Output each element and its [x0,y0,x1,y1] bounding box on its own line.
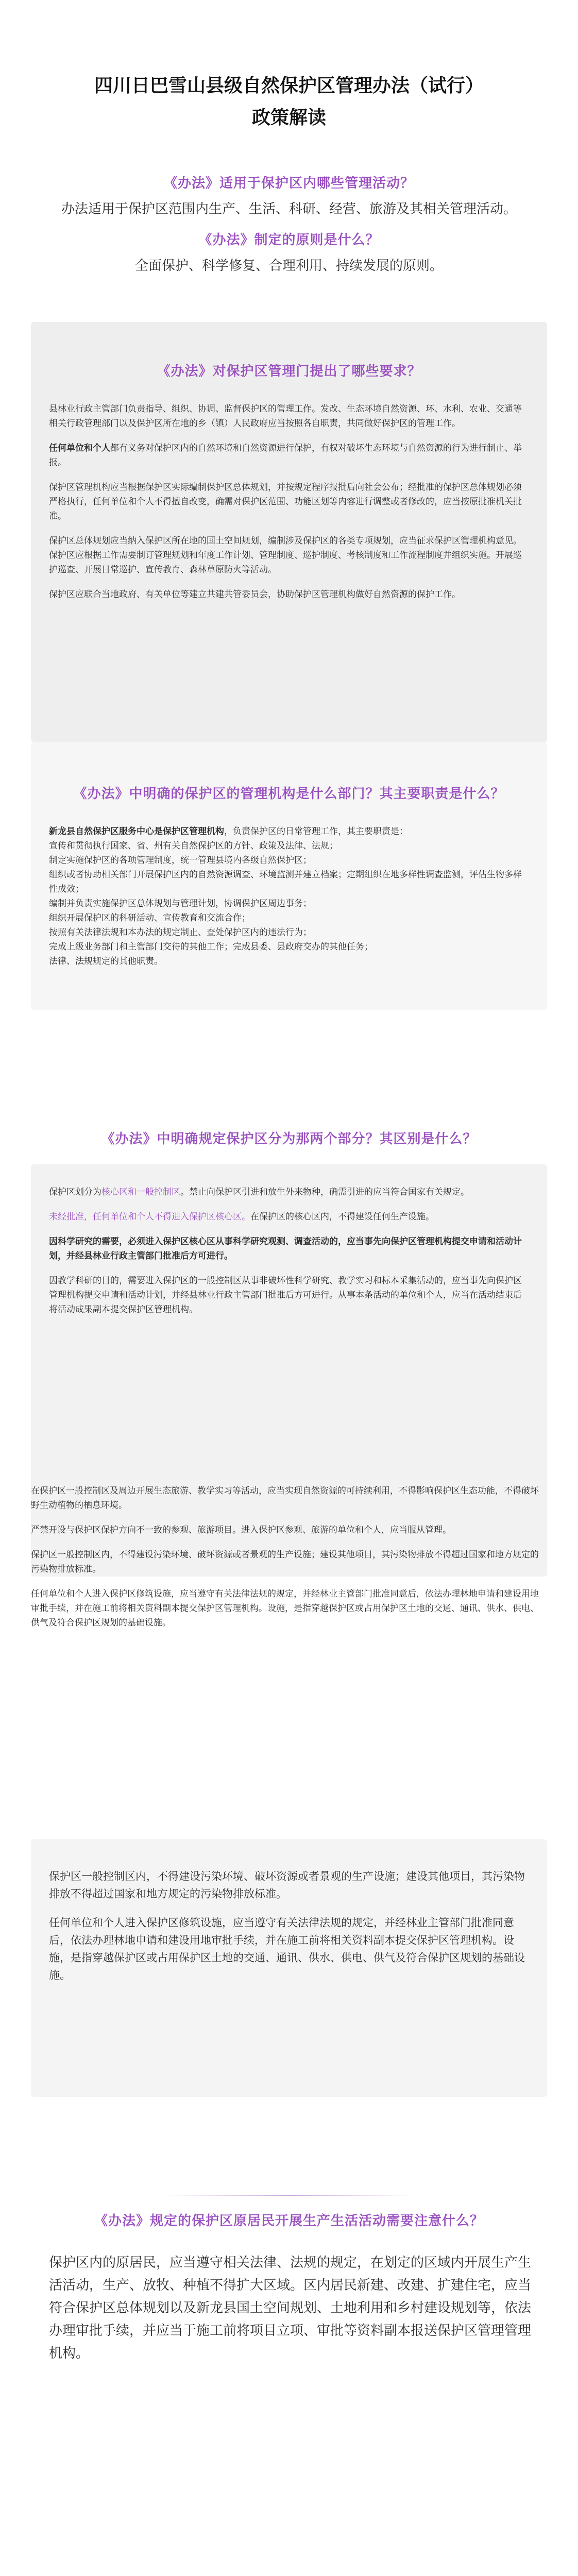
question-scope: 《办法》适用于保护区内哪些管理活动？ [163,176,414,191]
list-item: 法律、法规规定的其他职责。 [49,956,163,967]
paragraph: 新龙县自然保护区服务中心是保护区管理机构，负责保护区的日常管理工作，其主要职责是： [49,826,408,837]
paragraph: 保护区一般控制区内，不得建设污染环境、破坏资源或者景观的生产设施；建设其他项目，其污染物排放不得超过国家和地方规定的污染物排放标准。 [49,1870,525,1900]
general-zone-body [49,1868,529,1995]
page-title: 四川日巴雪山县级自然保护区管理办法（试行） [94,75,484,96]
management-requirements-body [49,402,529,612]
paragraph: 县林业行政主管部门负责指导、组织、协调、监督保护区的管理工作。发改、生态环境自然资源、环、水利、农业、交通等相关行政管理部门以及保护区所在地的乡（镇）人民政府应当按照各自职责，共同做好保护区的管理工作。 [49,404,522,429]
list-item: 宣传和贯彻执行国家、省、州有关自然保护区的方针、政策及法律、法规； [49,841,338,851]
page-subtitle: 政策解读 [251,107,326,128]
divider [165,2195,413,2196]
paragraph: 任何单位和个人都有义务对保护区内的自然环境和自然资源进行保护，有权对破坏生态环境与自然资源的行为进行制止、举报。 [49,443,522,468]
paragraph: 任何单位和个人进入保护区修筑设施，应当遵守有关法律法规的规定，并经林业主管部门批准同意后，依法办理林地申请和建设用地审批手续，并在施工前将相关资料副本提交保护区管理机构。设施，是指穿越保护区或占用保护区土地的交通、通讯、供水、供电、供气及符合保护区规划的基础设施。 [31,1589,539,1628]
list-item: 按照有关法律法规和本办法的规定制止、查处保护区内的违法行为； [49,927,312,938]
list-item: 组织或者协助相关部门开展保护区内的自然资源调查、环境监测并建立档案；定期组织在地多样性调查监测，评估生物多样性成效； [49,870,522,894]
paragraph: 保护区应联合当地政府、有关单位等建立共建共管委员会，协助保护区管理机构做好自然资源的保护工作。 [49,589,461,600]
paragraph-lead: 任何单位和个人 [49,443,110,453]
paragraph: 在保护区一般控制区及周边开展生态旅游、教学实习等活动，应当实现自然资源的可持续利用，不得影响保护区生态功能，不得破坏野生动植物的栖息环境。 [31,1486,539,1511]
list-item: 组织开展保护区的科研活动、宣传教育和交流合作； [49,913,250,923]
question-residents: 《办法》规定的保护区原居民开展生产生活活动需要注意什么？ [94,2213,484,2229]
paragraph: 任何单位和个人进入保护区修筑设施，应当遵守有关法律法规的规定，并经林业主管部门批准同意后，依法办理林地申请和建设用地审批手续，并在施工前将相关资料副本提交保护区管理机构。设施，是指穿越保护区或占用保护区土地的交通、通讯、供水、供电、供气及符合保护区规划的基础设施。 [49,1917,525,1981]
zones-highlight: 核心区和一般控制区 [101,1187,180,1197]
zones-body [49,1185,529,1327]
paragraph: 未经批准，任何单位和个人不得进入保护区核心区。在保护区的核心区内，不得建设任何生产设施。 [49,1212,434,1222]
paragraph: 因科学研究的需要，必须进入保护区核心区从事科学研究观测、调查活动的，应当事先向保护区管理机构提交申请和活动计划，并经县林业行政主管部门批准后方可进行。 [49,1236,522,1261]
answer-principle: 全面保护、科学修复、合理利用、持续发展的原则。 [134,258,443,274]
question-principle: 《办法》制定的原则是什么？ [198,232,380,248]
paragraph: 保护区内的原居民，应当遵守相关法律、法规的规定，在划定的区域内开展生产生活活动，生产、放牧、种植不得扩大区域。区内居民新建、改建、扩建住宅，应当符合保护区总体规划以及新龙县国土空间规划、土地利用和乡村建设规划等，依法办理审批手续，并应当于施工前将项目立项、审批等资料副本报送保护区管理管理机构。 [49,2255,532,2361]
paragraph: 保护区一般控制区内，不得建设污染环境、破坏资源或者景观的生产设施；建设其他项目，其污染物排放不得超过国家和地方规定的污染物排放标准。 [31,1550,539,1574]
question-zones: 《办法》中明确规定保护区分为那两个部分？其区别是什么？ [101,1131,477,1147]
list-item: 编制并负责实施保护区总体规划与管理计划，协调保护区周边事务； [49,899,312,909]
list-item: 完成上级业务部门和主管部门交待的其他工作；完成县委、县政府交办的其他任务； [49,942,373,952]
paragraph: 严禁开设与保护区保护方向不一致的参观、旅游项目。进入保护区参观、旅游的单位和个人，应当服从管理。 [31,1525,451,1535]
paragraph: 保护区管理机构应当根据保护区实际编制保护区总体规划，并按规定程序报批后向社会公布；经批准的保护区总体规划必须严格执行，任何单位和个人不得擅自改变，确需对保护区范围、功能区划等内容进行调整或者修改的，应当按原批准机关批准。 [49,482,522,521]
answer-scope: 办法适用于保护区范围内生产、生活、科研、经营、旅游及其相关管理活动。 [61,201,517,217]
paragraph-lead: 新龙县自然保护区服务中心是保护区管理机构 [49,826,224,837]
residents-body [49,2251,533,2378]
paragraph: 因教学科研的目的，需要进入保护区的一般控制区从事非破坏性科学研究、教学实习和标本采集活动的，应当事先向保护区管理机构提交申请和活动计划，并经县林业行政主管部门批准后方可进行。从事本条活动的单位和个人，应当在活动结束后将活动成果副本提交保护区管理机构。 [49,1276,522,1315]
question-management-requirements: 《办法》对保护区管理门提出了哪些要求？ [157,364,421,379]
question-authority: 《办法》中明确的保护区的管理机构是什么部门？其主要职责是什么？ [73,786,505,802]
zones-body-continued [31,1484,541,1640]
authority-body [49,824,529,969]
paragraph: 保护区划分为核心区和一般控制区。禁止向保护区引进和放生外来物种，确需引进的应当符合国家有关规定。 [49,1187,469,1197]
paragraph: 保护区总体规划应当纳入保护区所在地的国土空间规划，编制涉及保护区的各类专项规划，应当征求保护区管理机构意见。保护区应根据工作需要制订管理规划和年度工作计划、管理制度、巡护制度、考核制度和工作流程制度并组织实施。开展巡护巡查、开展日常巡护、宣传教育、森林草原防火等活动。 [49,536,522,575]
core-zone-highlight: 未经批准，任何单位和个人不得进入保护区核心区。 [49,1212,250,1222]
list-item: 制定实施保护区的各项管理制度，统一管理县境内各级自然保护区； [49,855,312,866]
